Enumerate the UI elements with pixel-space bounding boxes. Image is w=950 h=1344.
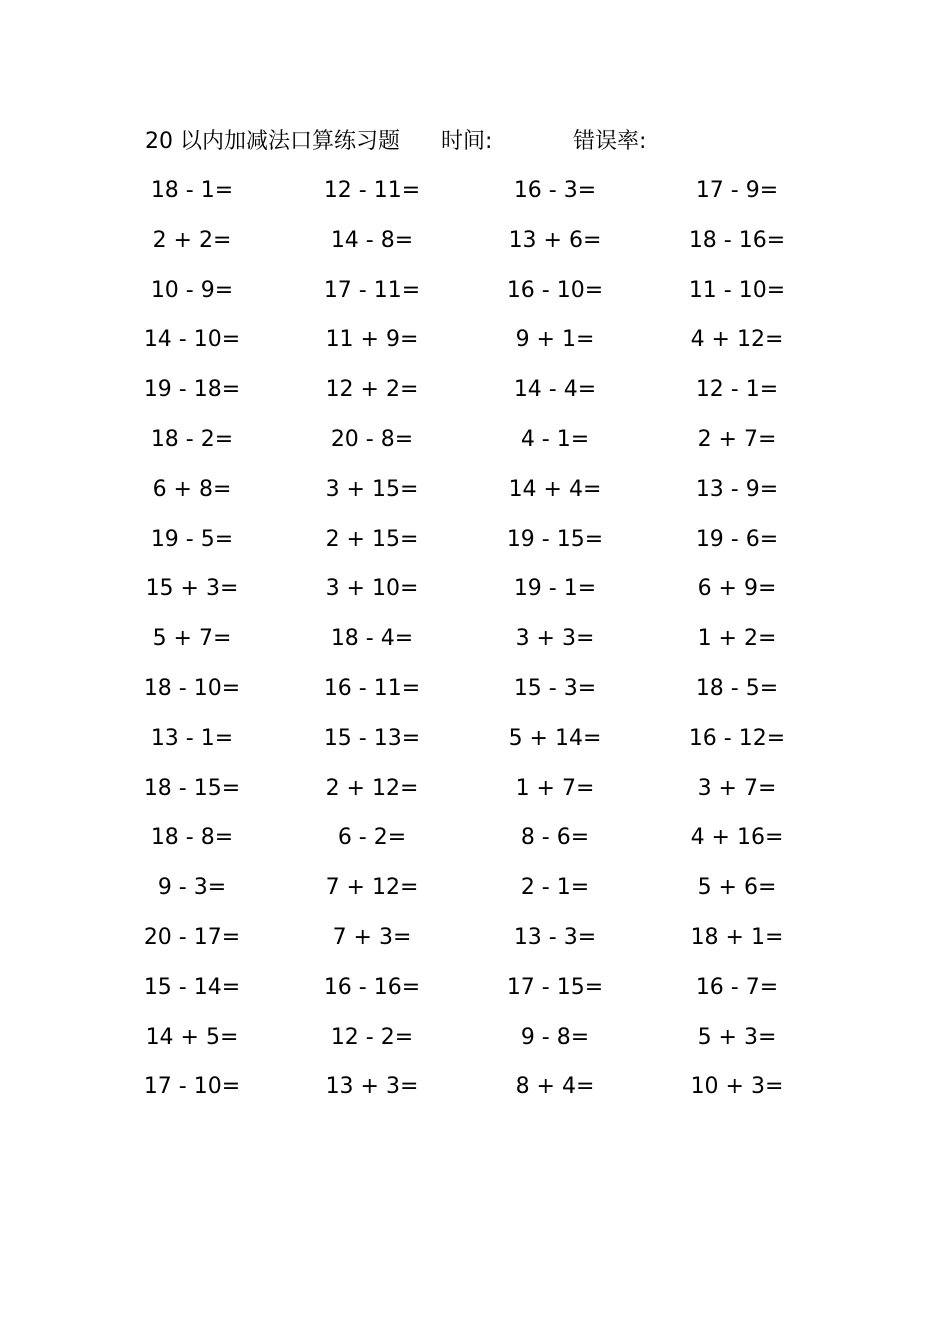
problem-item: 16 - 10=	[506, 277, 604, 303]
problem-item: 18 - 10=	[143, 675, 241, 701]
problem-row	[0, 166, 950, 216]
problem-item: 14 - 8=	[330, 227, 414, 253]
problem-item: 15 - 14=	[143, 974, 241, 1000]
problem-item: 2 - 1=	[520, 875, 590, 901]
problem-item: 14 + 5=	[145, 1024, 239, 1050]
problem-item: 7 + 12=	[325, 875, 419, 901]
problem-row	[0, 714, 950, 764]
problem-item: 3 + 15=	[325, 476, 419, 502]
problem-item: 12 - 1=	[695, 377, 779, 403]
problem-item: 6 + 9=	[697, 576, 777, 602]
error-rate-label: 错误率:	[573, 129, 647, 154]
problem-item: 10 + 3=	[690, 1074, 784, 1100]
problem-item: 1 + 2=	[697, 626, 777, 652]
problem-item: 5 + 7=	[152, 626, 232, 652]
problem-row	[0, 465, 950, 515]
problem-item: 6 - 2=	[337, 825, 407, 851]
problem-item: 12 - 11=	[323, 178, 421, 203]
problem-item: 2 + 12=	[325, 775, 419, 801]
problem-item: 4 + 12=	[690, 327, 784, 353]
problem-item: 17 - 10=	[143, 1074, 241, 1100]
problem-item: 18 - 1=	[150, 178, 234, 203]
problem-item: 4 + 16=	[690, 825, 784, 851]
problem-item: 18 - 5=	[695, 675, 779, 701]
problem-item: 19 - 5=	[150, 526, 234, 552]
problem-item: 14 - 4=	[513, 377, 597, 403]
problem-item: 18 - 2=	[150, 426, 234, 452]
problem-item: 16 - 12=	[688, 725, 786, 751]
problem-item: 13 - 9=	[695, 476, 779, 502]
problem-item: 19 - 6=	[695, 526, 779, 552]
problem-item: 15 - 13=	[323, 725, 421, 751]
problem-item: 17 - 15=	[506, 974, 604, 1000]
worksheet-title: 20 以内加减法口算练习题	[145, 129, 400, 154]
problem-item: 14 + 4=	[508, 476, 602, 502]
problem-item: 20 - 8=	[330, 426, 414, 452]
problem-row	[0, 515, 950, 565]
time-label: 时间:	[441, 129, 493, 154]
problem-item: 19 - 15=	[506, 526, 604, 552]
problem-item: 17 - 11=	[323, 277, 421, 303]
problem-item: 15 - 3=	[513, 675, 597, 701]
problem-item: 9 + 1=	[515, 327, 595, 353]
problem-row	[0, 564, 950, 614]
problem-item: 9 - 8=	[520, 1024, 590, 1050]
problem-item: 5 + 3=	[697, 1024, 777, 1050]
problem-row	[0, 1013, 950, 1063]
problem-item: 15 + 3=	[145, 576, 239, 602]
problem-row	[0, 1062, 950, 1112]
problem-row	[0, 216, 950, 266]
problem-item: 8 - 6=	[520, 825, 590, 851]
problem-row	[0, 863, 950, 913]
problem-item: 7 + 3=	[332, 924, 412, 950]
problem-item: 9 - 3=	[157, 875, 227, 901]
problem-item: 18 + 1=	[690, 924, 784, 950]
problem-item: 11 + 9=	[325, 327, 419, 353]
problem-item: 18 - 8=	[150, 825, 234, 851]
problem-item: 14 - 10=	[143, 327, 241, 353]
problem-item: 13 + 6=	[508, 227, 602, 253]
problem-row	[0, 266, 950, 316]
problem-row	[0, 963, 950, 1013]
problem-item: 3 + 7=	[697, 775, 777, 801]
problem-item: 4 - 1=	[520, 426, 590, 452]
problem-item: 3 + 10=	[325, 576, 419, 602]
problem-item: 16 - 16=	[323, 974, 421, 1000]
problem-item: 19 - 18=	[143, 377, 241, 403]
problem-item: 5 + 14=	[508, 725, 602, 751]
problem-item: 1 + 7=	[515, 775, 595, 801]
problem-item: 13 - 1=	[150, 725, 234, 751]
problem-item: 2 + 2=	[152, 227, 232, 253]
problem-item: 11 - 10=	[688, 277, 786, 303]
problem-item: 16 - 7=	[695, 974, 779, 1000]
problem-row	[0, 764, 950, 814]
problem-item: 6 + 8=	[152, 476, 232, 502]
problem-item: 13 - 3=	[513, 924, 597, 950]
problem-item: 10 - 9=	[150, 277, 234, 303]
problem-item: 5 + 6=	[697, 875, 777, 901]
problem-row	[0, 913, 950, 963]
problem-item: 18 - 15=	[143, 775, 241, 801]
problem-item: 16 - 3=	[513, 178, 597, 203]
problem-item: 2 + 7=	[697, 426, 777, 452]
problem-item: 2 + 15=	[325, 526, 419, 552]
problem-item: 3 + 3=	[515, 626, 595, 652]
problem-item: 18 - 16=	[688, 227, 786, 253]
problem-row	[0, 365, 950, 415]
problem-item: 19 - 1=	[513, 576, 597, 602]
problem-row	[0, 614, 950, 664]
problem-item: 20 - 17=	[143, 924, 241, 950]
problem-row	[0, 315, 950, 365]
problem-item: 16 - 11=	[323, 675, 421, 701]
problem-row	[0, 415, 950, 465]
problem-item: 12 - 2=	[330, 1024, 414, 1050]
problem-item: 17 - 9=	[695, 178, 779, 203]
problem-item: 8 + 4=	[515, 1074, 595, 1100]
problem-row	[0, 813, 950, 863]
problem-row	[0, 664, 950, 714]
problem-grid	[0, 166, 950, 1112]
problem-item: 13 + 3=	[325, 1074, 419, 1100]
problem-item: 18 - 4=	[330, 626, 414, 652]
problem-item: 12 + 2=	[325, 377, 419, 403]
